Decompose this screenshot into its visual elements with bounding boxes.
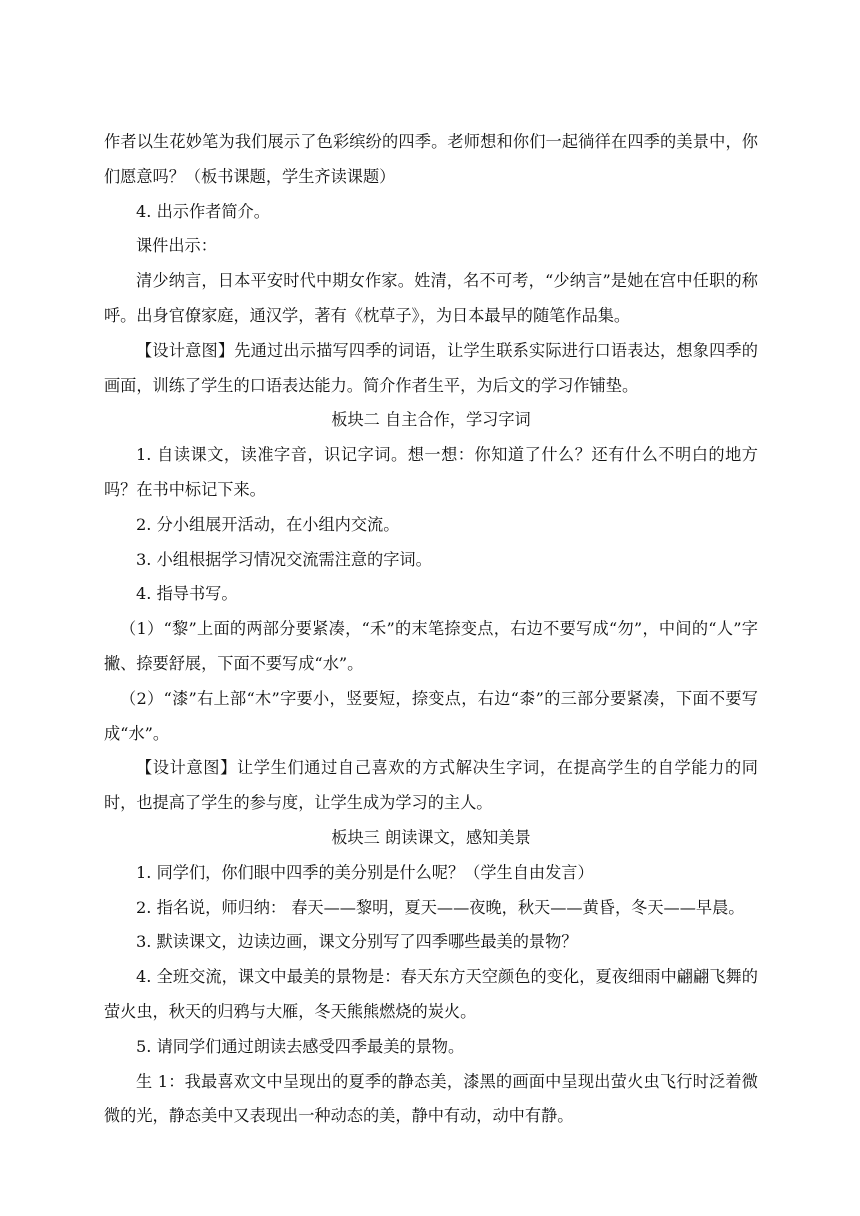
document-body [104,125,758,1134]
writing-guidance-qi: （2）“漆”右上部“木”字要小，竖要短，捺变点，右边“桼”的三部分要紧凑，下面不要写成“水”。 [104,688,758,743]
paragraph-design-intent-2: 【设计意图】让学生们通过自己喜欢的方式解决生字词，在提高学生的自学能力的同时，也提高了学生的参与度，让学生成为学习的主人。 [104,758,758,813]
list-item-class-exchange: 4. 全班交流，课文中最美的景物是：春天东方天空颜色的变化，夏夜细雨中翩翩飞舞的萤火虫，秋天的归鸦与大雁，冬天熊熊燃烧的炭火。 [104,967,758,1021]
list-item-show-author-intro: 4. 出示作者简介。 [136,201,270,221]
list-item-teacher-summary: 2. 指名说，师归纳： 春天——黎明，夏天——夜晚，秋天——黄昏，冬天——早晨。 [136,897,745,917]
writing-guidance-li: （1）“黎”上面的两部分要紧凑，“禾”的末笔捺变点，右边不要写成“勿”，中间的“人”字撇、捺要舒展，下面不要写成“水”。 [104,619,758,673]
paragraph-author-bio: 清少纳言，日本平安时代中期女作家。姓清，名不可考，“少纳言”是她在宫中任职的称呼。出身官僚家庭，通汉学，著有《枕草子》，为日本最早的随笔作品集。 [104,271,758,325]
paragraph-intro-continued: 作者以生花妙笔为我们展示了色彩缤纷的四季。老师想和你们一起徜徉在四季的美景中，你们愿意吗？（板书课题，学生齐读课题） [104,132,758,186]
courseware-label: 课件出示： [136,236,217,256]
list-item-silent-reading: 3. 默读课文，边读边画，课文分别写了四季哪些最美的景物？ [136,932,578,952]
list-item-read-aloud: 5. 请同学们通过朗读去感受四季最美的景物。 [136,1036,465,1056]
list-item-self-read: 1. 自读课文，读准字音，识记字词。想一想：你知道了什么？还有什么不明白的地方吗？在书中标记下来。 [104,445,758,499]
paragraph-design-intent-1: 【设计意图】先通过出示描写四季的词语，让学生联系实际进行口语表达，想象四季的画面，训练了学生的口语表达能力。简介作者生平，为后文的学习作铺垫。 [104,340,758,395]
list-item-group-exchange: 3. 小组根据学习情况交流需注意的字词。 [136,549,432,569]
section-heading-3: 板块三 朗读课文，感知美景 [331,827,531,847]
list-item-seasons-question: 1. 同学们，你们眼中四季的美分别是什么呢？（学生自由发言） [136,862,594,882]
section-heading-2: 板块二 自主合作，学习字词 [331,410,531,430]
student-response-1: 生 1：我最喜欢文中呈现出的夏季的静态美，漆黑的画面中呈现出萤火虫飞行时泛着微微的光，静态美中又表现出一种动态的美，静中有动，动中有静。 [104,1071,758,1126]
list-item-group-activity: 2. 分小组展开活动，在小组内交流。 [136,514,400,534]
list-item-writing-guidance: 4. 指导书写。 [136,584,238,604]
